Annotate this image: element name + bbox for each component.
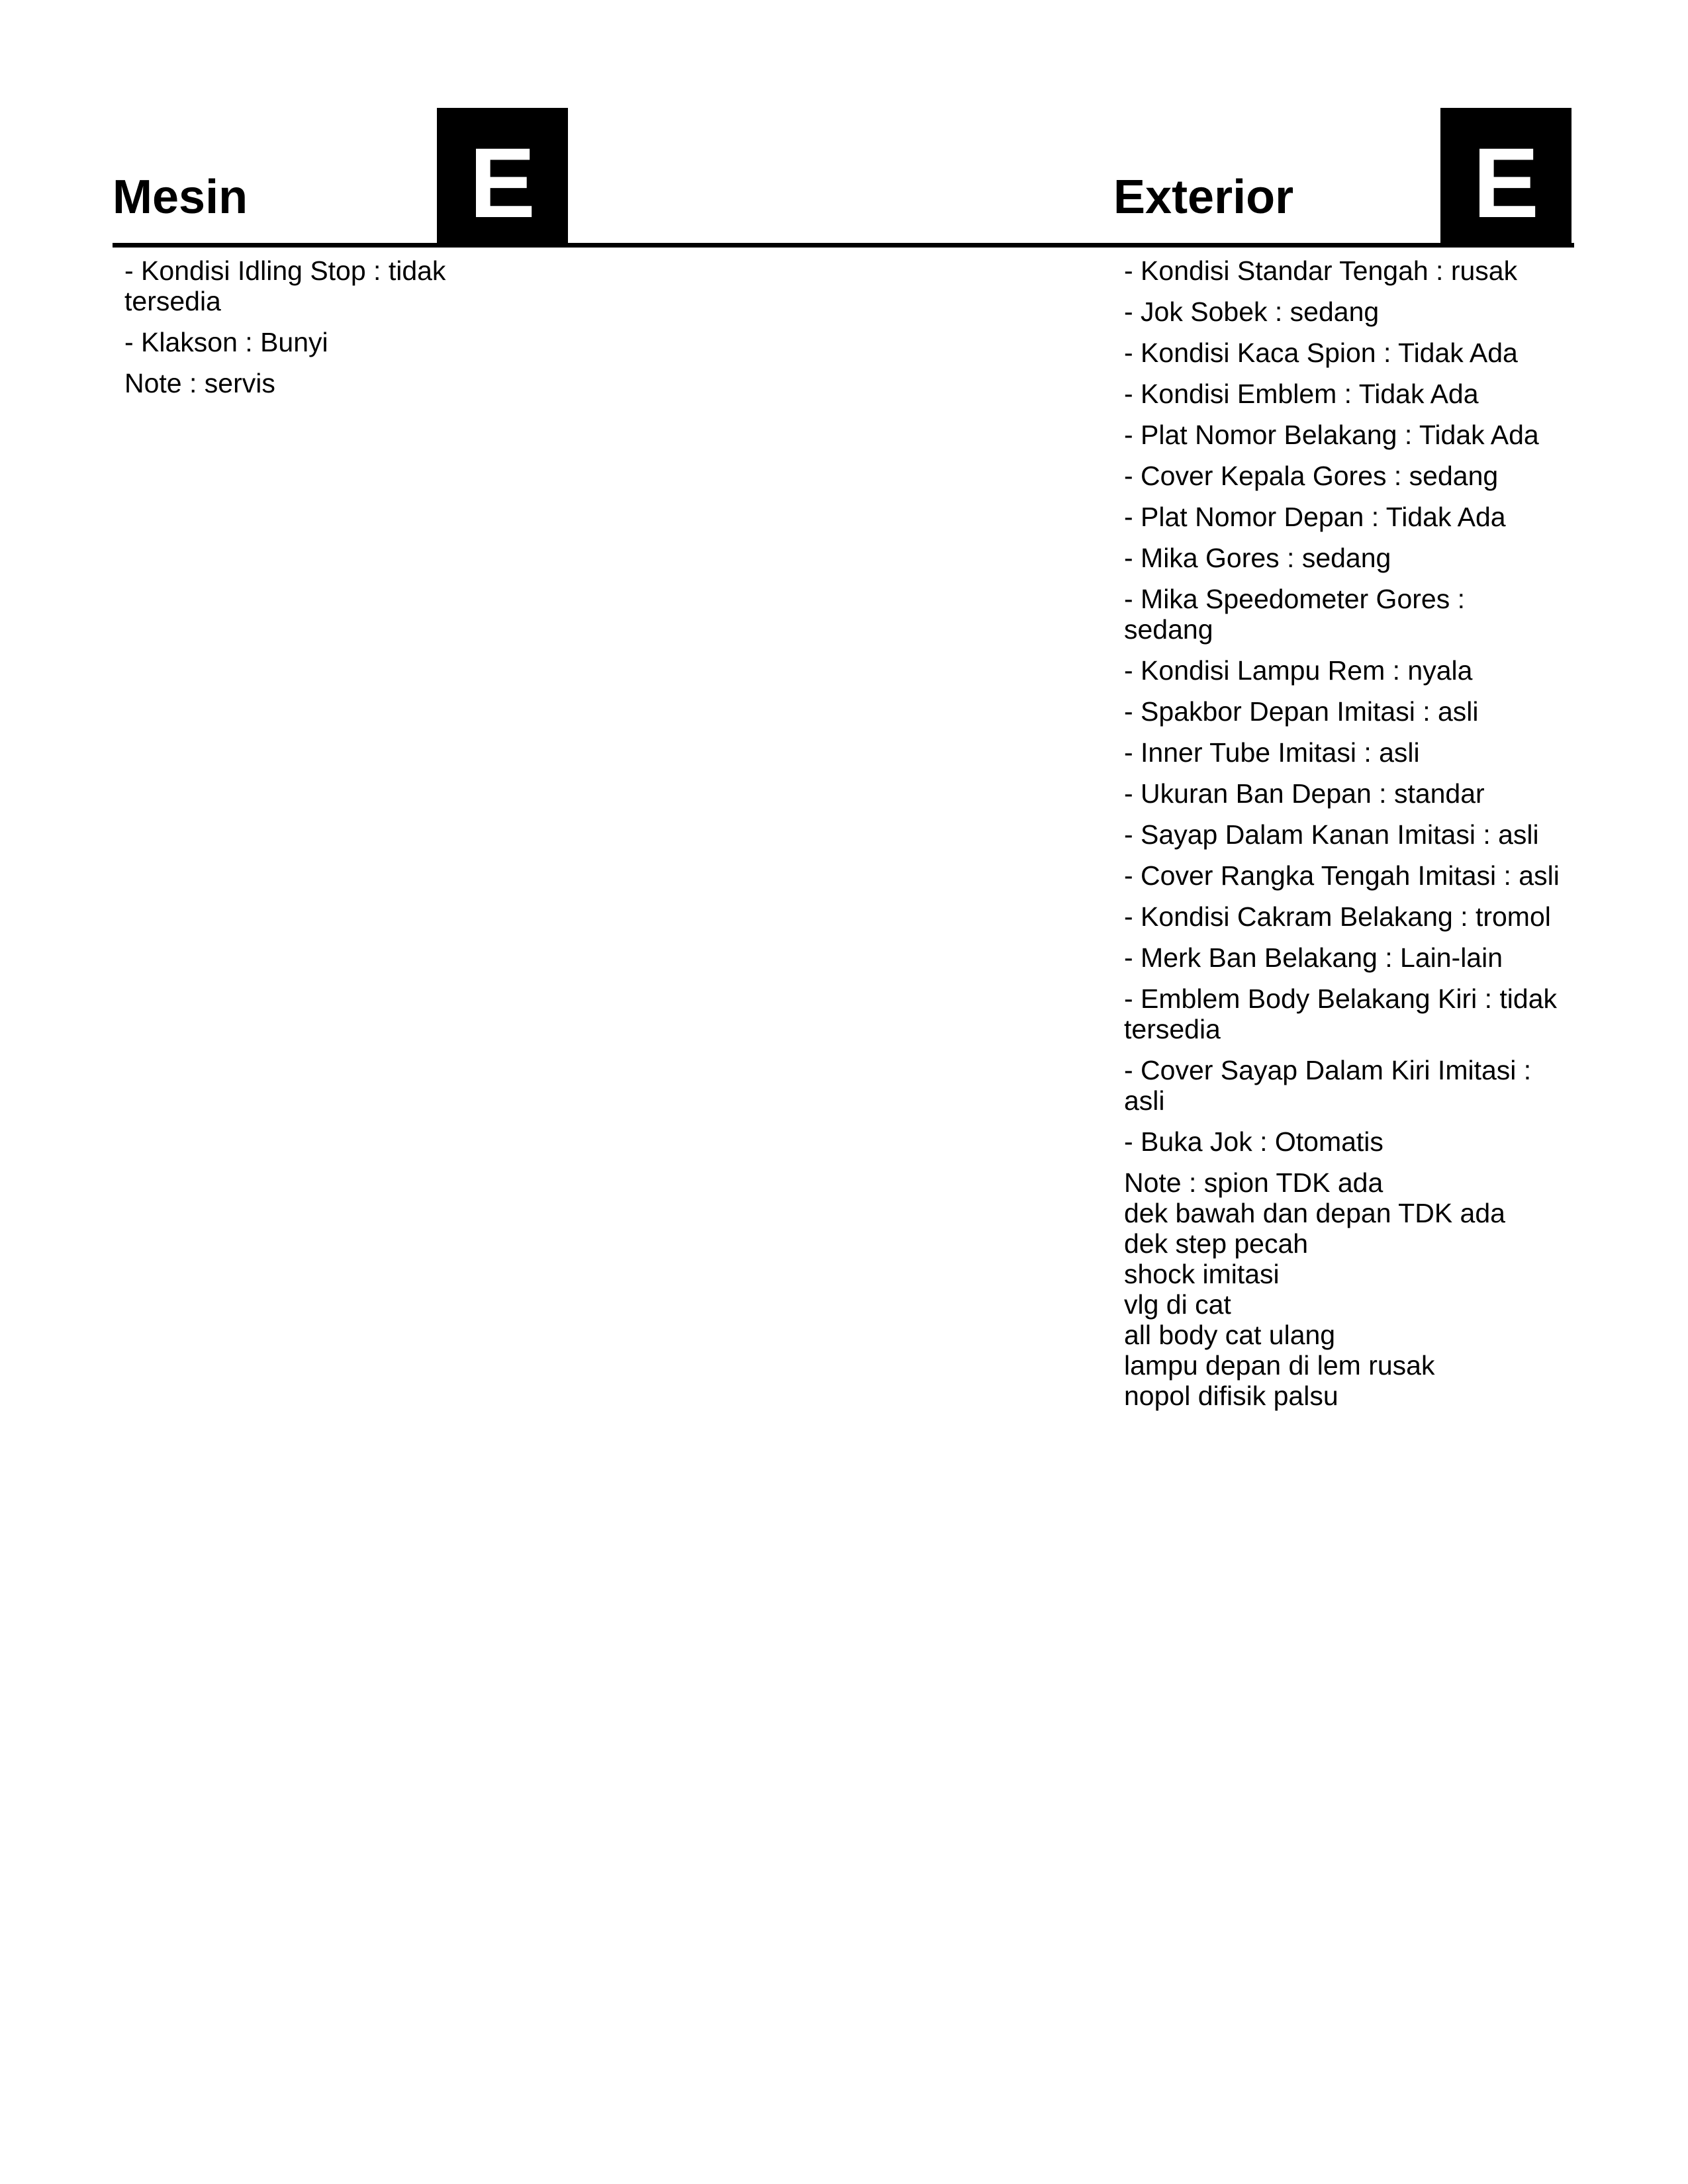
- list-item: - Kondisi Kaca Spion : Tidak Ada: [1124, 338, 1518, 368]
- list-item: - Cover Kepala Gores : sedang: [1124, 461, 1499, 491]
- list-item: - Inner Tube Imitasi : asli: [1124, 737, 1420, 768]
- list-item: - Kondisi Idling Stop : tidak tersedia: [124, 255, 446, 316]
- list-item: - Buka Jok : Otomatis: [1124, 1126, 1383, 1157]
- note-text: Note : servis: [124, 368, 275, 398]
- note-text: Note : spion TDK ada dek bawah dan depan TDK ada dek step pecah shock imitasi vlg di cat all body cat ulang lampu depan di lem rusak nopol difisik palsu: [1124, 1167, 1505, 1411]
- list-item: - Klakson : Bunyi: [124, 327, 328, 357]
- list-item: - Cover Sayap Dalam Kiri Imitasi : asli: [1124, 1055, 1532, 1116]
- list-item: - Cover Rangka Tengah Imitasi : asli: [1124, 860, 1560, 891]
- list-item: - Spakbor Depan Imitasi : asli: [1124, 696, 1479, 727]
- header-rule: [113, 243, 1574, 248]
- list-item: - Kondisi Lampu Rem : nyala: [1124, 655, 1473, 686]
- list-item: - Emblem Body Belakang Kiri : tidak tersedia: [1124, 983, 1557, 1044]
- list-item: - Mika Speedometer Gores : sedang: [1124, 584, 1465, 645]
- list-item: - Plat Nomor Belakang : Tidak Ada: [1124, 420, 1539, 450]
- list-item: - Mika Gores : sedang: [1124, 543, 1391, 573]
- section-title-exterior: Exterior: [1113, 171, 1294, 224]
- list-item: - Ukuran Ban Depan : standar: [1124, 778, 1485, 809]
- exterior-list: [1124, 255, 1561, 1422]
- list-item: - Merk Ban Belakang : Lain-lain: [1124, 942, 1503, 973]
- list-item: - Kondisi Emblem : Tidak Ada: [1124, 379, 1479, 409]
- grade-badge-mesin: E: [437, 108, 568, 246]
- list-item: - Jok Sobek : sedang: [1124, 296, 1380, 327]
- list-item: - Plat Nomor Depan : Tidak Ada: [1124, 502, 1506, 532]
- section-title-mesin: Mesin: [113, 171, 248, 224]
- list-item: - Kondisi Cakram Belakang : tromol: [1124, 901, 1551, 932]
- grade-badge-exterior: E: [1440, 108, 1571, 246]
- list-item: - Kondisi Standar Tengah : rusak: [1124, 255, 1518, 286]
- list-item: - Sayap Dalam Kanan Imitasi : asli: [1124, 819, 1539, 850]
- mesin-list: [124, 255, 495, 409]
